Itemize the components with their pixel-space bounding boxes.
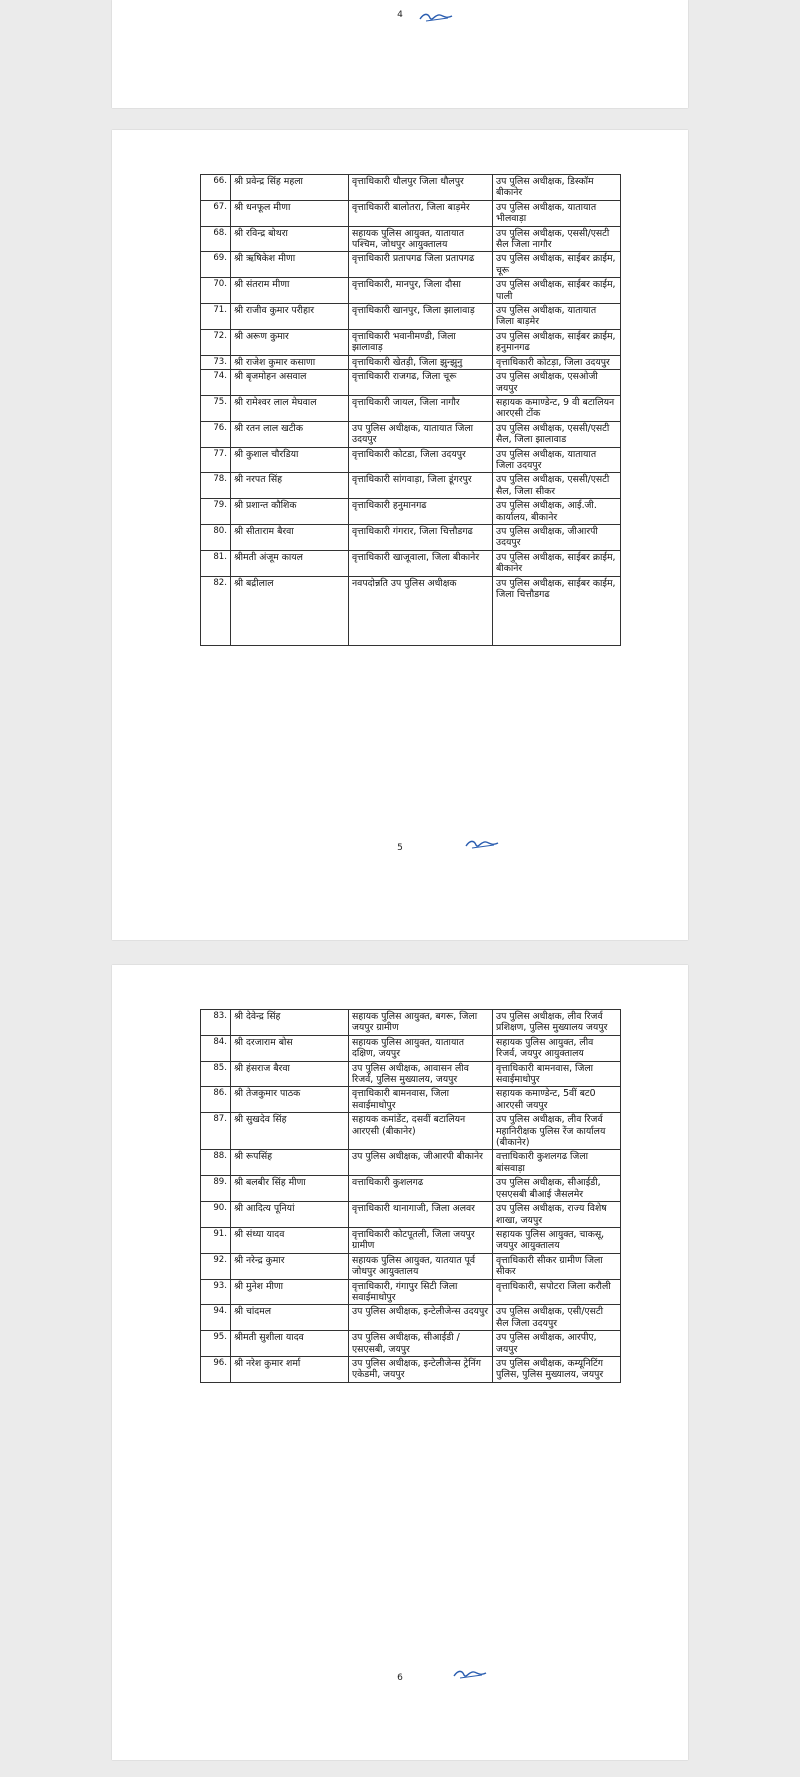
table-row (201, 1356, 621, 1382)
officer-name-cell: श्री सीताराम बैरवा (231, 524, 349, 550)
table-row (201, 499, 621, 525)
current-posting-cell: वृत्ताधिकारी, मानपुर, जिला दौसा (349, 278, 493, 304)
officer-name-cell: श्री नरपत सिंह (231, 473, 349, 499)
serial-number-cell: 85. (201, 1061, 231, 1087)
table-row (201, 1176, 621, 1202)
serial-number-cell: 77. (201, 447, 231, 473)
serial-number-cell: 88. (201, 1150, 231, 1176)
current-posting-cell: सहायक पुलिस आयुक्त, यातायात पश्चिम, जोधपुर आयुक्तालय (349, 226, 493, 252)
table-row (201, 1331, 621, 1357)
current-posting-cell: नवपदोन्नति उप पुलिस अधीक्षक (349, 576, 493, 645)
current-posting-cell: वृत्ताधिकारी प्रतापगढ जिला प्रतापगढ (349, 252, 493, 278)
officer-name-cell: श्री चांदमल (231, 1305, 349, 1331)
current-posting-cell: वृत्ताधिकारी बालोतरा, जिला बाड़मेर (349, 200, 493, 226)
serial-number-cell: 80. (201, 524, 231, 550)
serial-number-cell: 67. (201, 200, 231, 226)
serial-number-cell: 91. (201, 1227, 231, 1253)
transfer-table (200, 174, 621, 646)
new-posting-cell: उप पुलिस अधीक्षक, लीव रिजर्व महानिरीक्षक पुलिस रेंज कार्यालय (बीकानेर) (493, 1113, 621, 1150)
new-posting-cell: उप पुलिस अधीक्षक, सीआईडी, एसएसबी बीआई जैसलमेर (493, 1176, 621, 1202)
new-posting-cell: उप पुलिस अधीक्षक, आरपीए, जयपुर (493, 1331, 621, 1357)
current-posting-cell: वृत्ताधिकारी हनुमानगढ (349, 499, 493, 525)
new-posting-cell: उप पुलिस अधीक्षक, साईबर क्राईम, हनुमानगढ (493, 329, 621, 355)
officer-name-cell: श्री नरेन्द्र कुमार (231, 1253, 349, 1279)
serial-number-cell: 72. (201, 329, 231, 355)
serial-number-cell: 81. (201, 550, 231, 576)
new-posting-cell: उप पुलिस अधीक्षक, साईबर काईम, पाली (493, 278, 621, 304)
officer-name-cell: श्री राजेश कुमार कसाणा (231, 355, 349, 369)
table-row (201, 1253, 621, 1279)
serial-number-cell: 79. (201, 499, 231, 525)
serial-number-cell: 87. (201, 1113, 231, 1150)
new-posting-cell: उप पुलिस अधीक्षक, यातायात जिला उदयपुर (493, 447, 621, 473)
new-posting-cell: वृत्ताधिकारी सीकर ग्रामीण जिला सीकर (493, 1253, 621, 1279)
new-posting-cell: उप पुलिस अधीक्षक, एससी/एसटी सैल जिला नागौर (493, 226, 621, 252)
officer-name-cell: श्री नरेश कुमार शर्मा (231, 1356, 349, 1382)
new-posting-cell: उप पुलिस अधीक्षक, यातायात भीलवाड़ा (493, 200, 621, 226)
table-row (201, 1305, 621, 1331)
serial-number-cell: 78. (201, 473, 231, 499)
new-posting-cell: वृत्ताधिकारी बामनवास, जिला सवाईमाधोपुर (493, 1061, 621, 1087)
new-posting-cell: सहायक कमाण्डेन्ट, 9 वी बटालियन आरएसी टोंक (493, 395, 621, 421)
officer-name-cell: श्री अरूण कुमार (231, 329, 349, 355)
page-6 (112, 965, 688, 1760)
table-row (201, 395, 621, 421)
current-posting-cell: वृत्ताधिकारी खानपुर, जिला झालावाड़ (349, 304, 493, 330)
serial-number-cell: 89. (201, 1176, 231, 1202)
current-posting-cell: सहायक पुलिस आयुक्त, यातयात पूर्व जोधपुर आयुक्तालय (349, 1253, 493, 1279)
new-posting-cell: उप पुलिस अधीक्षक, एससी/एसटी सैल, जिला सीकर (493, 473, 621, 499)
serial-number-cell: 73. (201, 355, 231, 369)
table-row (201, 329, 621, 355)
new-posting-cell: उप पुलिस अधीक्षक, साईबर क्राईम, बीकानेर (493, 550, 621, 576)
current-posting-cell: उप पुलिस अधीक्षक, इन्टेलीजेन्स ट्रेनिंग एकेडमी, जयपुर (349, 1356, 493, 1382)
new-posting-cell: उप पुलिस अधीक्षक, आई.जी. कार्यालय, बीकानेर (493, 499, 621, 525)
current-posting-cell: वृत्ताधिकारी थानागाजी, जिला अलवर (349, 1202, 493, 1228)
new-posting-cell: सहायक पुलिस आयुक्त, लीव रिजर्व, जयपुर आयुक्तालय (493, 1035, 621, 1061)
officer-name-cell: श्री मुनेश मीणा (231, 1279, 349, 1305)
table-row (201, 278, 621, 304)
table-row (201, 550, 621, 576)
table-row (201, 1150, 621, 1176)
current-posting-cell: वृत्ताधिकारी भवानीमण्डी, जिला झालावाड़ (349, 329, 493, 355)
table-row (201, 1087, 621, 1113)
new-posting-cell: उप पुलिस अधीक्षक, साईबर काईम, जिला चित्तौडगढ (493, 576, 621, 645)
officer-name-cell: श्री रामेश्वर लाल मेघवाल (231, 395, 349, 421)
current-posting-cell: वृत्ताधिकारी गंगरार, जिला चित्तौडगढ (349, 524, 493, 550)
current-posting-cell: उप पुलिस अधीक्षक, इन्टेलीजेन्स उदयपुर (349, 1305, 493, 1331)
table-row (201, 576, 621, 645)
table-row (201, 226, 621, 252)
current-posting-cell: उप पुलिस अधीक्षक, आवासन लीव रिजर्व, पुलिस मुख्यालय, जयपुर (349, 1061, 493, 1087)
current-posting-cell: उप पुलिस अधीक्षक, जीआरपी बीकानेर (349, 1150, 493, 1176)
officer-name-cell: श्री दरजाराम बोस (231, 1035, 349, 1061)
serial-number-cell: 66. (201, 175, 231, 201)
new-posting-cell: उप पुलिस अधीक्षक, जीआरपी उदयपुर (493, 524, 621, 550)
table-row (201, 304, 621, 330)
table-row (201, 252, 621, 278)
serial-number-cell: 84. (201, 1035, 231, 1061)
current-posting-cell: वृत्ताधिकारी खाजूवाला, जिला बीकानेर (349, 550, 493, 576)
current-posting-cell: उप पुलिस अधीक्षक, सीआईडी /एसएसबी, जयपुर (349, 1331, 493, 1357)
table-row (201, 421, 621, 447)
current-posting-cell: वृत्ताधिकारी धौलपुर जिला धौलपुर (349, 175, 493, 201)
current-posting-cell: वृत्ताधिकारी सांगवाड़ा, जिला डूंगरपुर (349, 473, 493, 499)
current-posting-cell: वृत्ताधिकारी कोटपूतली, जिला जयपुर ग्रामीण (349, 1227, 493, 1253)
officer-name-cell: श्री ऋषिकेश मीणा (231, 252, 349, 278)
current-posting-cell: वृत्ताधिकारी, गंगापुर सिटी जिला सवाईमाधोपुर (349, 1279, 493, 1305)
officer-name-cell: श्री बलबीर सिंह मीणा (231, 1176, 349, 1202)
serial-number-cell: 83. (201, 1010, 231, 1036)
new-posting-cell: उप पुलिस अधीक्षक, राज्य विशेष शाखा, जयपुर (493, 1202, 621, 1228)
serial-number-cell: 76. (201, 421, 231, 447)
officer-name-cell: श्री सुखदेव सिंह (231, 1113, 349, 1150)
officer-name-cell: श्री प्रवेन्द्र सिंह महला (231, 175, 349, 201)
serial-number-cell: 86. (201, 1087, 231, 1113)
officer-name-cell: श्री धनफूल मीणा (231, 200, 349, 226)
serial-number-cell: 93. (201, 1279, 231, 1305)
new-posting-cell: उप पुलिस अधीक्षक, यातायात जिला बाड़मेर (493, 304, 621, 330)
current-posting-cell: वृत्ताधिकारी राजगढ, जिला चूरू (349, 370, 493, 396)
new-posting-cell: उप पुलिस अधीक्षक, एसी/एसटी सैल जिला उदयपुर (493, 1305, 621, 1331)
officer-name-cell: श्री हंसराज बैरवा (231, 1061, 349, 1087)
serial-number-cell: 95. (201, 1331, 231, 1357)
table-row (201, 524, 621, 550)
table-row (201, 200, 621, 226)
new-posting-cell: उप पुलिस अधीक्षक, लीव रिजर्व प्रशिक्षण, पुलिस मुख्यालय जयपुर (493, 1010, 621, 1036)
officer-name-cell: श्री प्रशान्त कौशिक (231, 499, 349, 525)
new-posting-cell: सहायक कमाण्डेन्ट, 5वीं बट0 आरएसी जयपुर (493, 1087, 621, 1113)
officer-name-cell: श्री तेजकुमार पाठक (231, 1087, 349, 1113)
serial-number-cell: 94. (201, 1305, 231, 1331)
new-posting-cell: उप पुलिस अधीक्षक, एसओजी जयपुर (493, 370, 621, 396)
table-row (201, 355, 621, 369)
serial-number-cell: 74. (201, 370, 231, 396)
table-row (201, 1010, 621, 1036)
current-posting-cell: वृत्ताधिकारी बामनवास, जिला सवाईमाधोपुर (349, 1087, 493, 1113)
current-posting-cell: वत्ताधिकारी कुशलगढ (349, 1176, 493, 1202)
signature-icon (418, 10, 454, 24)
current-posting-cell: वृत्ताधिकारी खेतड़ी, जिला झुन्झुनु (349, 355, 493, 369)
current-posting-cell: सहायक पुलिस आयुक्त, यातायात दक्षिण, जयपुर (349, 1035, 493, 1061)
officer-name-cell: श्री बद्रीलाल (231, 576, 349, 645)
table-row (201, 370, 621, 396)
officer-name-cell: श्री बृजमोहन असवाल (231, 370, 349, 396)
page-number: 5 (397, 843, 403, 853)
serial-number-cell: 75. (201, 395, 231, 421)
transfer-table (200, 1009, 621, 1383)
current-posting-cell: सहायक पुलिस आयुक्त, बगरू, जिला जयपुर ग्रामीण (349, 1010, 493, 1036)
table-row (201, 175, 621, 201)
current-posting-cell: उप पुलिस अधीक्षक, यातायात जिला उदयपुर (349, 421, 493, 447)
current-posting-cell: वृत्ताधिकारी कोटडा, जिला उदयपुर (349, 447, 493, 473)
officer-name-cell: श्री देवेन्द्र सिंह (231, 1010, 349, 1036)
officer-name-cell: श्री संतराम मीणा (231, 278, 349, 304)
new-posting-cell: उप पुलिस अधीक्षक, साईबर क्राईम, चूरू (493, 252, 621, 278)
officer-name-cell: श्रीमती सुशीला यादव (231, 1331, 349, 1357)
new-posting-cell: वृत्ताधिकारी, सपोटरा जिला करौली (493, 1279, 621, 1305)
page-4 (112, 0, 688, 108)
signature-icon (464, 837, 500, 851)
serial-number-cell: 90. (201, 1202, 231, 1228)
officer-name-cell: श्री रतन लाल खटीक (231, 421, 349, 447)
serial-number-cell: 68. (201, 226, 231, 252)
table-row (201, 1035, 621, 1061)
table-row (201, 1279, 621, 1305)
current-posting-cell: वृत्ताधिकारी जायल, जिला नागौर (349, 395, 493, 421)
serial-number-cell: 96. (201, 1356, 231, 1382)
officer-name-cell: श्रीमती अंजूम कायल (231, 550, 349, 576)
page-5 (112, 130, 688, 940)
table-row (201, 473, 621, 499)
page-number: 4 (397, 10, 403, 20)
officer-name-cell: श्री आदित्य पूनियां (231, 1202, 349, 1228)
new-posting-cell: उप पुलिस अधीक्षक, कम्यूनिटिंग पुलिस, पुलिस मुख्यालय, जयपुर (493, 1356, 621, 1382)
table-row (201, 1202, 621, 1228)
serial-number-cell: 69. (201, 252, 231, 278)
officer-name-cell: श्री रूपसिंह (231, 1150, 349, 1176)
table-row (201, 1113, 621, 1150)
serial-number-cell: 92. (201, 1253, 231, 1279)
serial-number-cell: 82. (201, 576, 231, 645)
table-row (201, 447, 621, 473)
officer-name-cell: श्री कुशाल चौरडिया (231, 447, 349, 473)
officer-name-cell: श्री राजीव कुमार परीहार (231, 304, 349, 330)
table-row (201, 1061, 621, 1087)
officer-name-cell: श्री संध्या यादव (231, 1227, 349, 1253)
serial-number-cell: 71. (201, 304, 231, 330)
page-number: 6 (397, 1673, 403, 1683)
new-posting-cell: वत्ताधिकारी कुशलगढ जिला बांसवाड़ा (493, 1150, 621, 1176)
new-posting-cell: उप पुलिस अधीक्षक, एससी/एसटी सैल, जिला झालावाड (493, 421, 621, 447)
new-posting-cell: उप पुलिस अधीक्षक, डिस्कॉम बीकानेर (493, 175, 621, 201)
officer-name-cell: श्री रविन्द्र बोथरा (231, 226, 349, 252)
table-row (201, 1227, 621, 1253)
serial-number-cell: 70. (201, 278, 231, 304)
current-posting-cell: सहायक कमांडेंट, दसवीं बटालियन आरएसी (बीकानेर) (349, 1113, 493, 1150)
new-posting-cell: सहायक पुलिस आयुक्त, चाकसू, जयपुर आयुक्तालय (493, 1227, 621, 1253)
new-posting-cell: वृत्ताधिकारी कोटड़ा, जिला उदयपुर (493, 355, 621, 369)
signature-icon (452, 1667, 488, 1681)
